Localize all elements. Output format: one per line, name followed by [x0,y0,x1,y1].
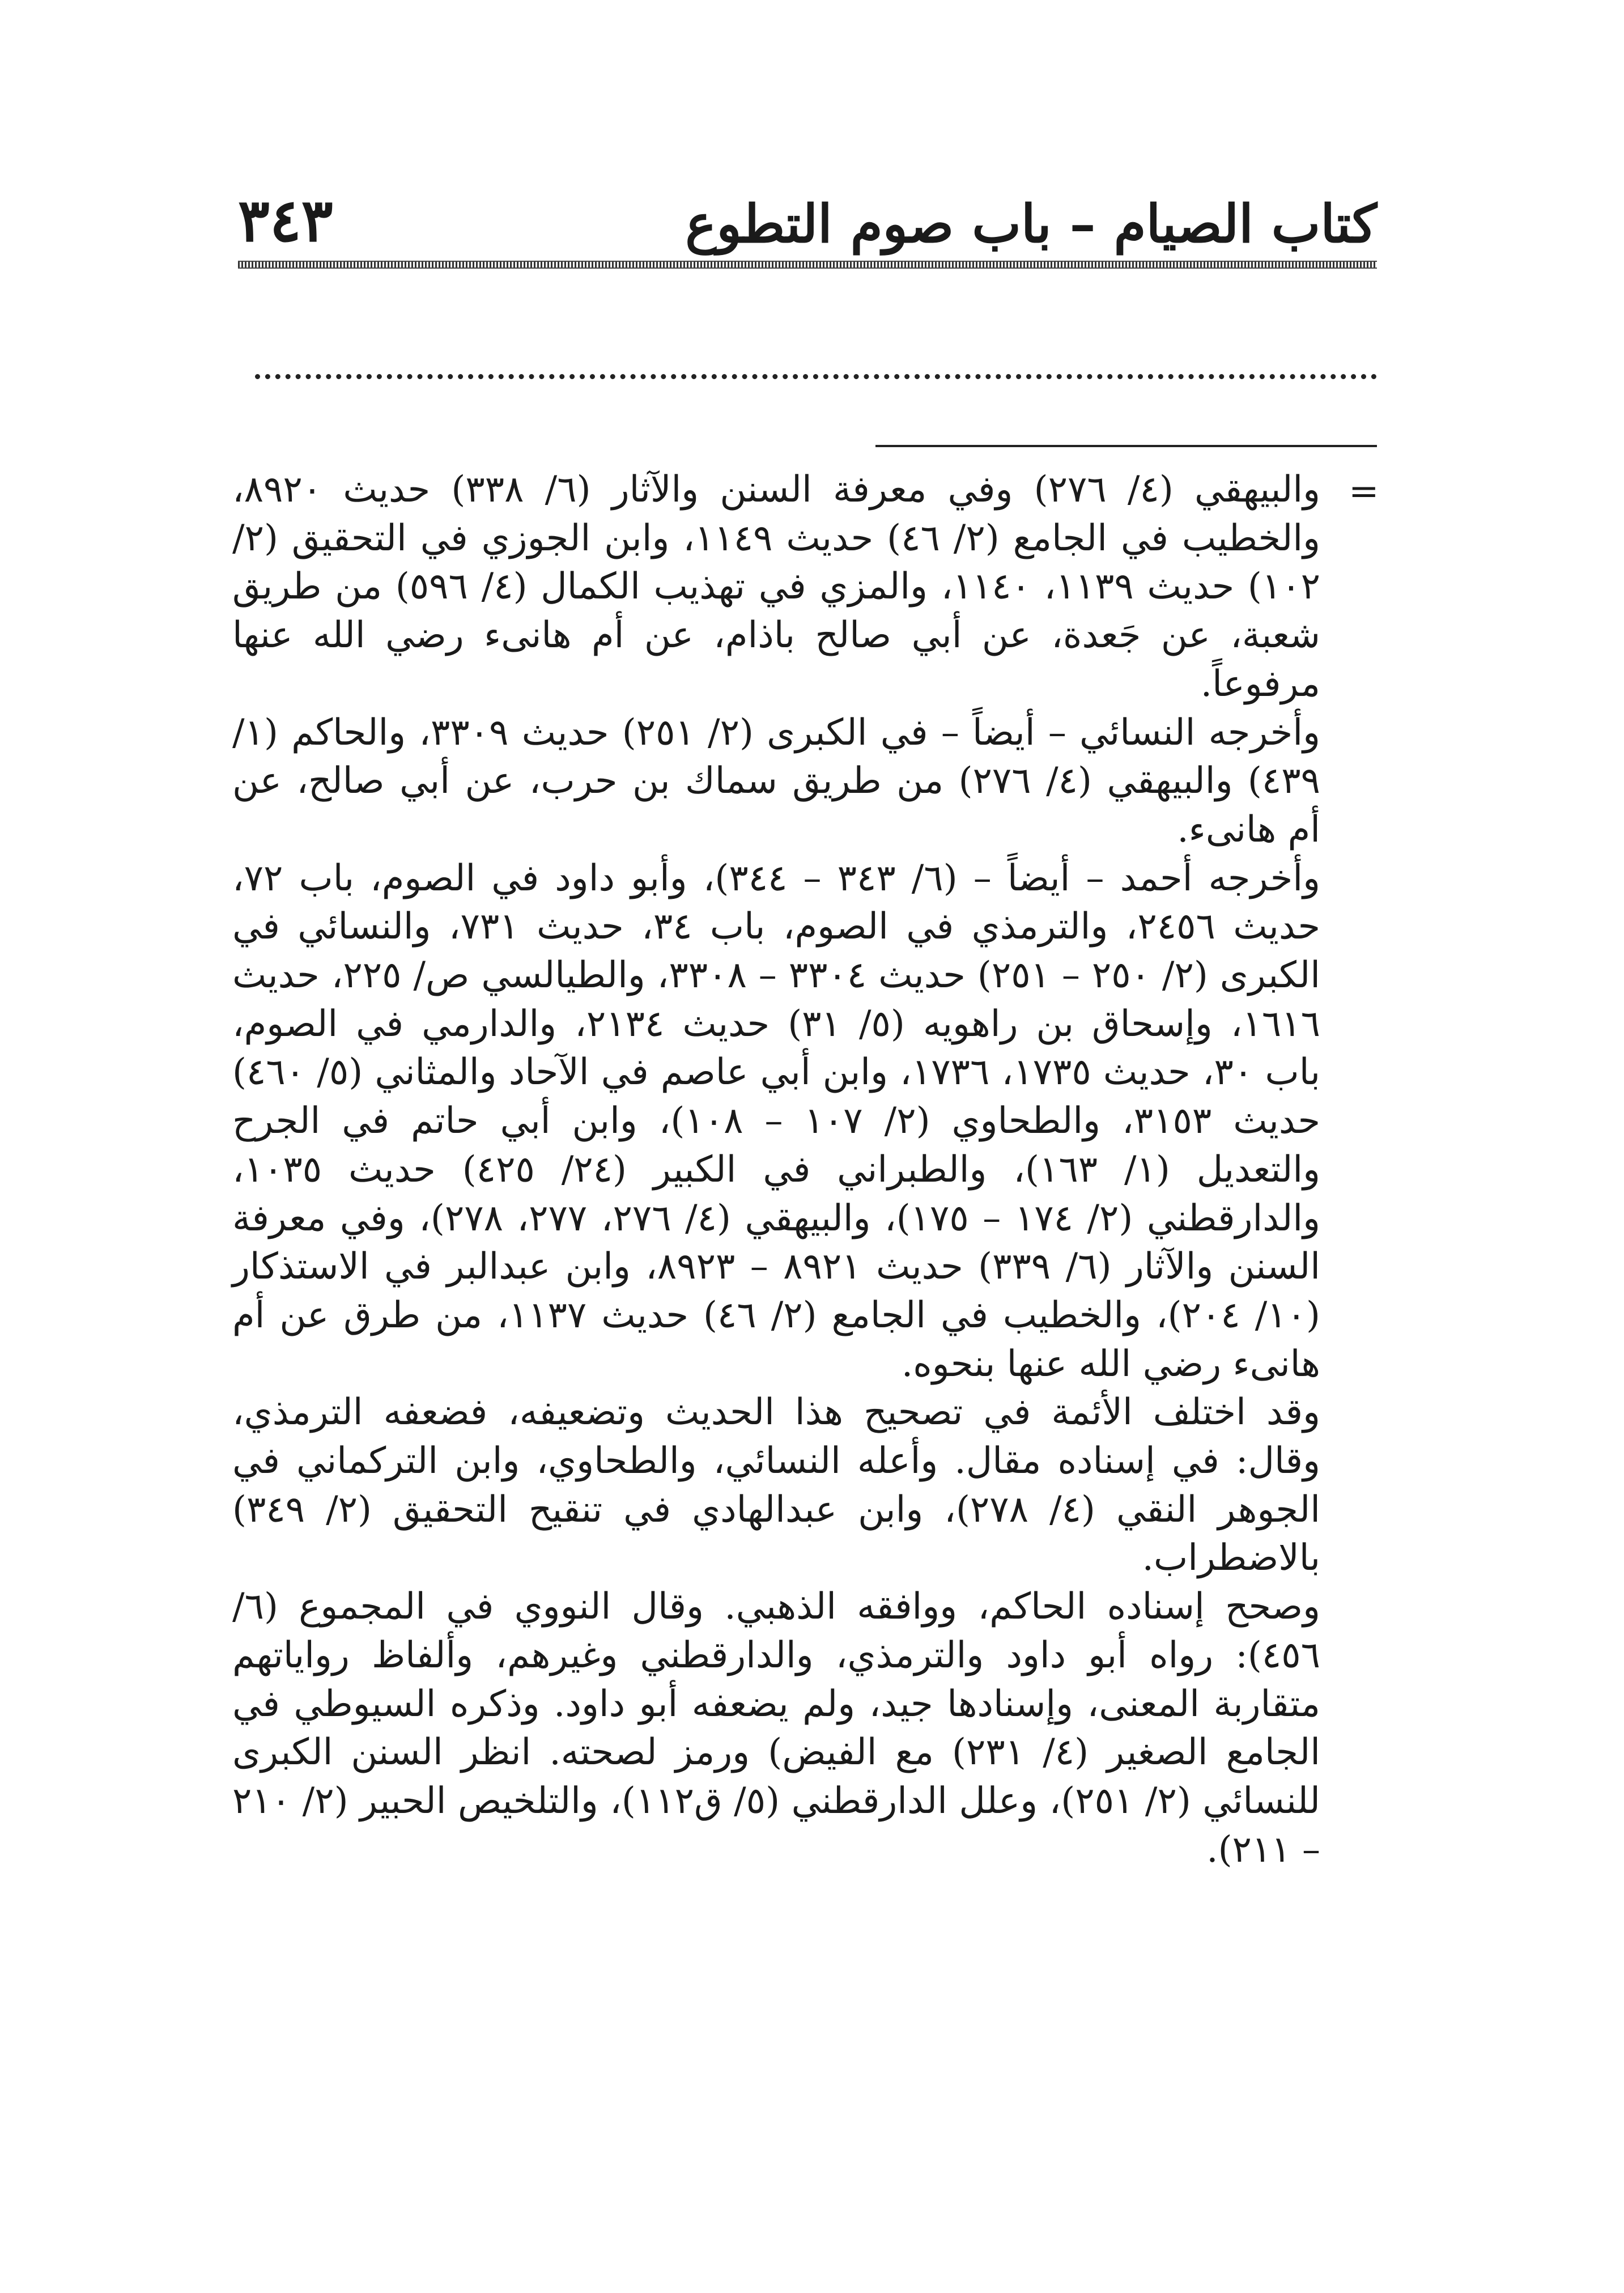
dotted-ellipsis-line [255,374,1377,379]
footnote-paragraph: وأخرجه أحمد – أيضاً – (٦/ ٣٤٣ – ٣٤٤)، وأبو داود في الصوم، باب ٧٢، حديث ٢٤٥٦، والترمذي في الصوم، باب ٣٤، حديث ٧٣١، والنسائي في الكبرى (٢/ ٢٥٠ – ٢٥١) حديث ٣٣٠٤ – ٣٣٠٨، والطيالسي ص/ ٢٢٥، حديث ١٦١٦، وإسحاق بن راهويه (٥/ ٣١) حديث ٢١٣٤، والدارمي في الصوم، باب ٣٠، حديث ١٧٣٥، ١٧٣٦، وابن أبي عاصم في الآحاد والمثاني (٥/ ٤٦٠) حديث ٣١٥٣، والطحاوي (٢/ ١٠٧ – ١٠٨)، وابن أبي حاتم في الجرح والتعديل (١/ ١٦٣)، والطبراني في الكبير (٢٤/ ٤٢٥) حديث ١٠٣٥، والدارقطني (٢/ ١٧٤ – ١٧٥)، والبيهقي (٤/ ٢٧٦، ٢٧٧، ٢٧٨)، وفي معرفة السنن والآثار (٦/ ٣٣٩) حديث ٨٩٢١ – ٨٩٢٣، وابن عبدالبر في الاستذكار (١٠/ ٢٠٤)، والخطيب في الجامع (٢/ ٤٦) حديث ١١٣٧، من طرق عن أم هانىء رضي الله عنها بنحوه. [232,857,1321,1385]
chapter-title: كتاب الصيام – باب صوم التطوع [685,193,1377,254]
footnote-paragraph: وقد اختلف الأئمة في تصحيح هذا الحديث وتضعيفه، فضعفه الترمذي، وقال: في إسناده مقال. وأعله النسائي، والطحاوي، وابن التركماني في الجوهر النقي (٤/ ٢٧٨)، وابن عبدالهادي في تنقيح التحقيق (٢/ ٣٤٩) بالاضطراب. [232,1391,1321,1579]
footnote-separator [875,445,1377,447]
page-header [238,185,1377,255]
header-rule [238,261,1377,269]
footnote-body [232,466,1320,1874]
footnote-paragraph: وصحح إسناده الحاكم، ووافقه الذهبي. وقال النووي في المجموع (٦/ ٤٥٦): رواه أبو داود والترمذي، والدارقطني وغيرهم، وألفاظ رواياتهم متقاربة المعنى، وإسنادها جيد، ولم يضعفه أبو داود. وذكره السيوطي في الجامع الصغير (٤/ ٢٣١) مع الفيض) ورمز لصحته. انظر السنن الكبرى للنسائي (٢/ ٢٥١)، وعلل الدارقطني (٥/ ق١١٢)، والتلخيص الحبير (٢/ ٢١٠ – ٢١١). [232,1586,1321,1871]
footnote-paragraph: والبيهقي (٤/ ٢٧٦) وفي معرفة السنن والآثار (٦/ ٣٣٨) حديث ٨٩٢٠، والخطيب في الجامع (٢/ ٤٦) حديث ١١٤٩، وابن الجوزي في التحقيق (٢/ ١٠٢) حديث ١١٣٩، ١١٤٠، والمزي في تهذيب الكمال (٤/ ٥٩٦) من طريق شعبة، عن جَعدة، عن أبي صالح باذام، عن أم هانىء رضي الله عنها مرفوعاً. [232,469,1321,705]
continuation-mark: = [1349,470,1379,512]
page-number: ٣٤٣ [238,185,333,255]
footnote-paragraph: وأخرجه النسائي – أيضاً – في الكبرى (٢/ ٢٥١) حديث ٣٣٠٩، والحاكم (١/ ٤٣٩) والبيهقي (٤/ ٢٧٦) من طريق سماك بن حرب، عن أبي صالح، عن أم هانىء. [232,711,1321,851]
